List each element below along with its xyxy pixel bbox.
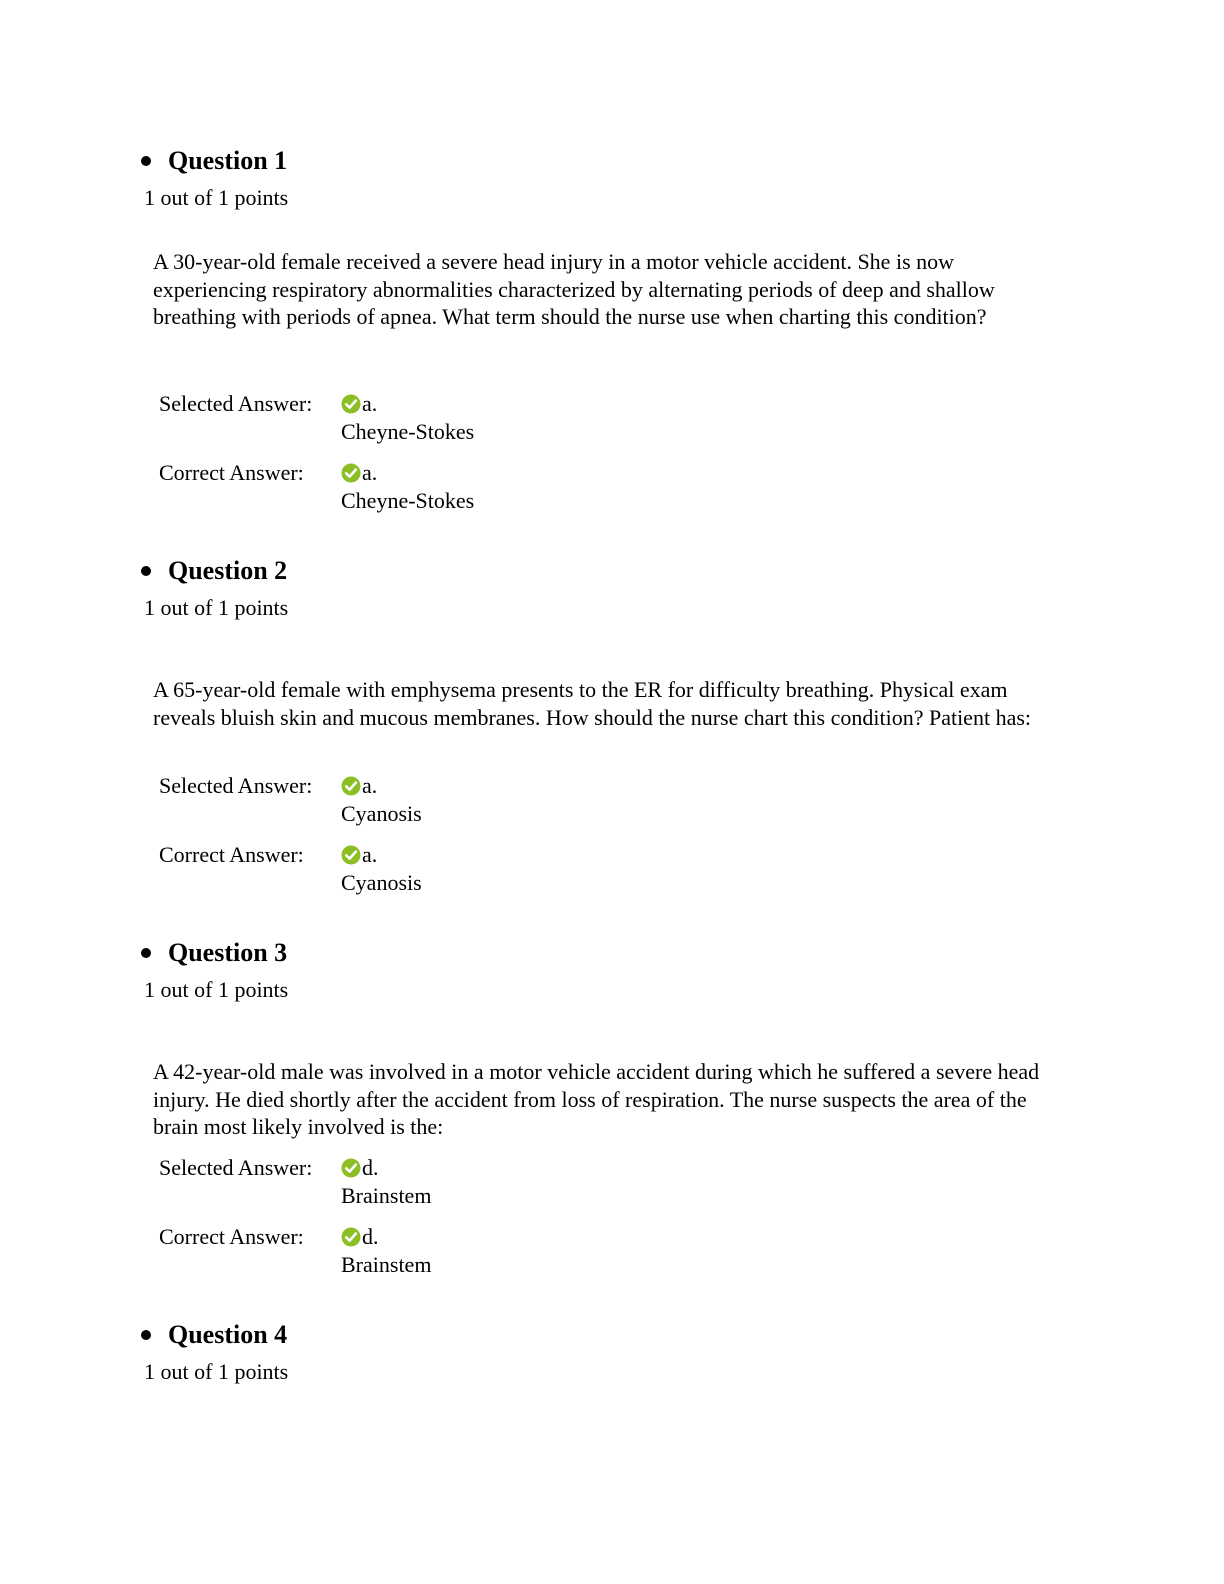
correct-answer-row — [159, 841, 859, 901]
question-heading — [141, 551, 287, 591]
correct-answer-text: Cyanosis — [341, 870, 422, 895]
check-circle-icon — [341, 1158, 361, 1178]
question-heading — [141, 1315, 287, 1355]
check-circle-icon — [341, 463, 361, 483]
correct-answer-row — [159, 1223, 859, 1283]
selected-answer-value — [341, 772, 422, 828]
points-score: 1 out of 1 points — [144, 977, 289, 1002]
bullet-icon — [141, 1330, 151, 1340]
question-text: A 65-year-old female with emphysema presents to the ER for difficulty breathing. Physical exam reveals bluish skin and mucous membranes. How should the nurse chart this condition? Patient has: — [153, 677, 1032, 730]
correct-answer-text: Brainstem — [341, 1252, 432, 1277]
question-title: Question 3 — [168, 938, 288, 967]
correct-answer-value — [341, 841, 422, 897]
selected-answer-value — [341, 390, 474, 446]
bullet-icon — [141, 566, 151, 576]
check-circle-icon — [341, 776, 361, 796]
points-score: 1 out of 1 points — [144, 185, 289, 210]
selected-answer-row — [159, 390, 859, 450]
question-heading — [141, 141, 287, 181]
bullet-icon — [141, 948, 151, 958]
selected-answer-text: Cyanosis — [341, 801, 422, 826]
correct-answer-letter: d. — [362, 1224, 379, 1249]
check-circle-icon — [341, 845, 361, 865]
selected-answer-letter: a. — [362, 391, 378, 416]
points-score: 1 out of 1 points — [144, 595, 289, 620]
question-title: Question 1 — [168, 146, 288, 175]
selected-answer-text: Cheyne-Stokes — [341, 419, 475, 444]
question-title: Question 4 — [168, 1320, 288, 1349]
selected-answer-text: Brainstem — [341, 1183, 432, 1208]
question-text: A 30-year-old female received a severe head injury in a motor vehicle accident. She is now experiencing respiratory abnormalities characterized by alternating periods of deep and shallow breathing with periods of apnea. What term should the nurse use when charting this condition? — [153, 249, 995, 329]
check-circle-icon — [341, 1227, 361, 1247]
selected-answer-label: Selected Answer: — [159, 773, 313, 798]
selected-answer-label: Selected Answer: — [159, 391, 313, 416]
correct-answer-value — [341, 459, 474, 515]
selected-answer-letter: d. — [362, 1155, 379, 1180]
check-circle-icon — [341, 394, 361, 414]
correct-answer-letter: a. — [362, 842, 378, 867]
correct-answer-letter: a. — [362, 460, 378, 485]
correct-answer-row — [159, 459, 859, 519]
selected-answer-row — [159, 772, 859, 832]
selected-answer-row — [159, 1154, 859, 1214]
correct-answer-label: Correct Answer: — [159, 460, 304, 485]
correct-answer-label: Correct Answer: — [159, 1224, 304, 1249]
question-heading — [141, 933, 287, 973]
selected-answer-letter: a. — [362, 773, 378, 798]
selected-answer-label: Selected Answer: — [159, 1155, 313, 1180]
question-title: Question 2 — [168, 556, 288, 585]
correct-answer-label: Correct Answer: — [159, 842, 304, 867]
correct-answer-value — [341, 1223, 431, 1279]
correct-answer-text: Cheyne-Stokes — [341, 488, 475, 513]
points-score: 1 out of 1 points — [144, 1359, 289, 1384]
selected-answer-value — [341, 1154, 431, 1210]
bullet-icon — [141, 156, 151, 166]
question-text: A 42-year-old male was involved in a motor vehicle accident during which he suffered a severe head injury. He died shortly after the accident from loss of respiration. The nurse suspects the area of the brain most likely involved is the: — [153, 1059, 1040, 1139]
